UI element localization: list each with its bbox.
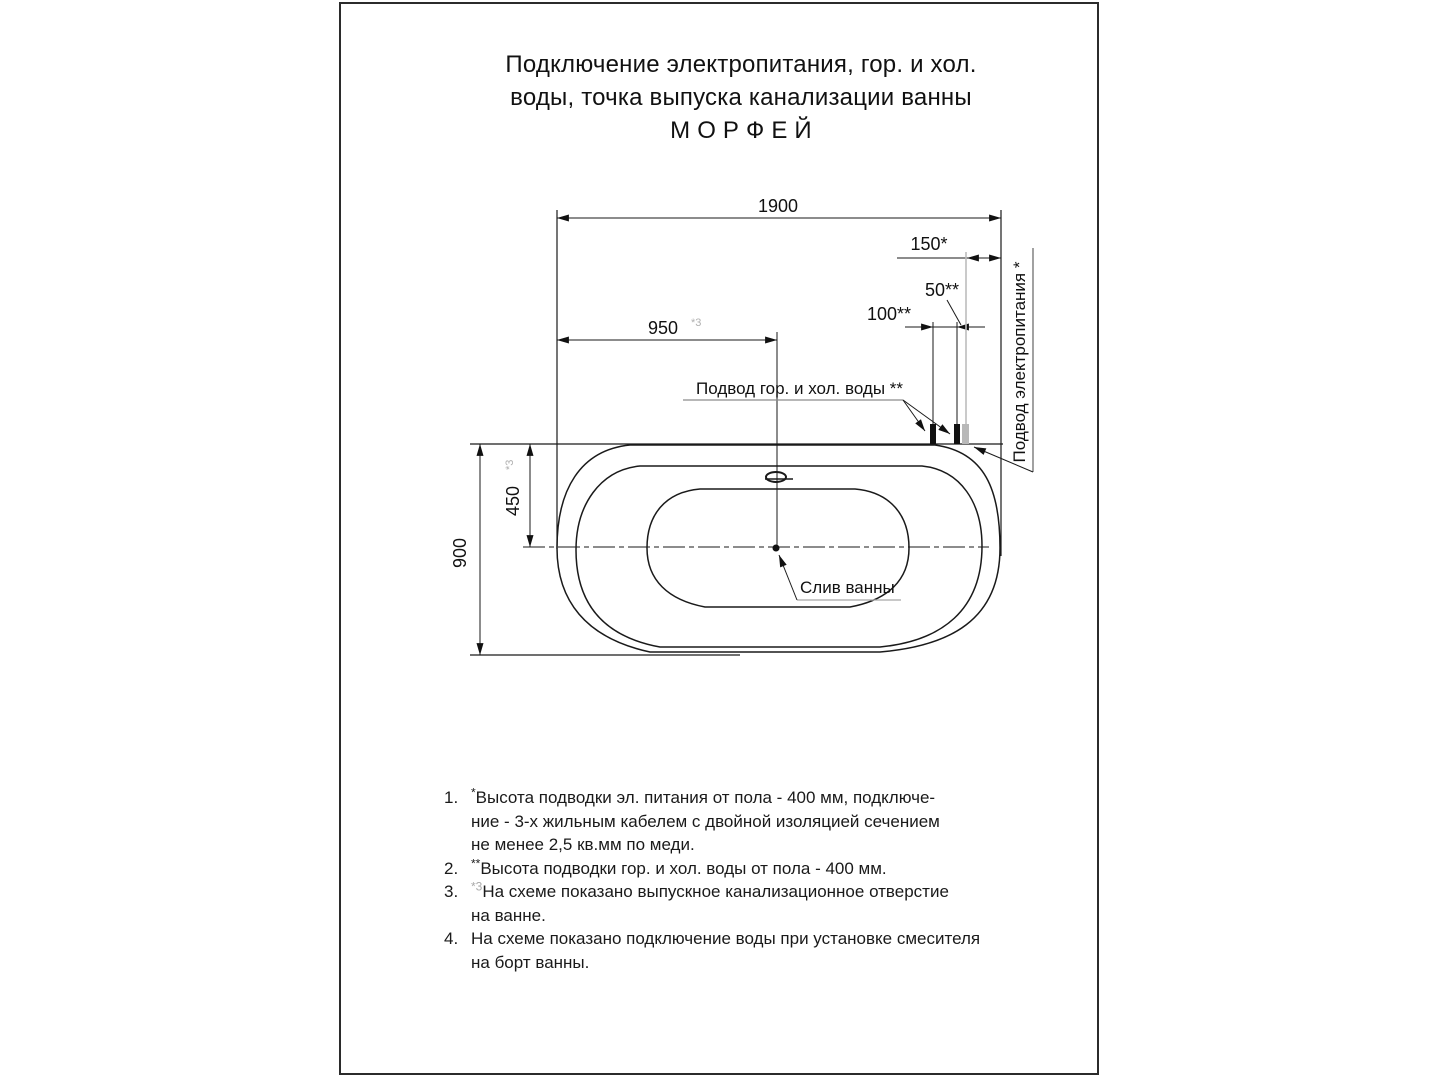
dim-drain-offset-x (557, 317, 777, 340)
dim-drain-offset-y-note-ref: *3 (504, 459, 516, 470)
water-supply-point-2 (954, 424, 960, 444)
note-4 (444, 927, 1024, 974)
dim-water-spacing-value: 100** (866, 304, 912, 324)
note-1-line-2: ние - 3-х жильным кабелем с двойной изоляцией сечением (471, 811, 940, 831)
note-3-marker: *3 (471, 879, 483, 894)
notes-list (444, 786, 1024, 974)
title-line-2: воды, точка выпуска канализации ванны (510, 84, 972, 111)
drain-point (773, 545, 780, 552)
dim-power-offset-value: 150* (910, 234, 948, 254)
title-line-3-model-name: М О Р Ф Е Й (670, 117, 812, 144)
note-1-line-1: Высота подводки эл. питания от пола - 400 мм, подключе- (475, 788, 936, 807)
title-line-1: Подключение электропитания, гор. и хол. (505, 51, 977, 78)
note-3-number: 3. (444, 882, 459, 901)
dim-total-width-value: 1900 (757, 196, 799, 216)
note-3-line-2: на ванне. (471, 905, 546, 925)
dim-drain-offset-x-value: 950 (647, 318, 679, 338)
water-supply-points (930, 424, 960, 444)
power-supply-point (962, 252, 969, 444)
note-2 (444, 857, 1024, 881)
note-1-line-3: не менее 2,5 кв.мм по меди. (471, 835, 695, 854)
note-4-number: 4. (444, 929, 459, 948)
note-3-line-1: На схеме показано выпускное канализационное отверстие (482, 882, 949, 901)
overflow-fitting (766, 472, 786, 482)
dim-drain-offset-y-value: 450 (503, 485, 523, 517)
power-supply-label (974, 248, 1033, 472)
dim-drain-offset-y (503, 444, 530, 547)
drawing-sheet (339, 2, 1099, 1075)
dim-total-depth-value: 900 (450, 537, 470, 569)
water-supply-label (683, 379, 950, 434)
note-2-line-1: Высота подводки гор. и хол. воды от пола - 400 мм. (480, 858, 887, 878)
note-1-marker: * (471, 785, 476, 800)
water-supply-label-text: Подвод гор. и хол. воды ** (696, 379, 903, 398)
note-1-number: 1. (444, 788, 459, 807)
note-3 (444, 880, 1024, 927)
drain-label (779, 555, 901, 600)
tub-inner-rim (576, 466, 982, 647)
drain-label-text: Слив ванны (800, 578, 895, 597)
dim-total-width (557, 196, 1001, 218)
dim-water-to-power-gap-value: 50** (924, 280, 960, 300)
dim-water-spacing (867, 304, 985, 327)
note-4-line-2: на борт ванны. (471, 952, 590, 972)
dim-power-offset (897, 234, 1001, 258)
note-4-line-1: На схеме показано подключение воды при установке смесителя (471, 929, 981, 948)
dim-drain-offset-x-note-ref: *3 (691, 317, 702, 329)
note-1 (444, 786, 1024, 857)
reference-lines (470, 210, 1003, 655)
note-2-marker: ** (471, 855, 481, 870)
dim-total-depth (450, 444, 480, 655)
note-2-number: 2. (444, 858, 459, 878)
power-supply-label-text: Подвод электропитания * (1010, 261, 1029, 463)
dim-water-to-power-gap (925, 280, 961, 325)
water-supply-point-1 (930, 424, 936, 444)
